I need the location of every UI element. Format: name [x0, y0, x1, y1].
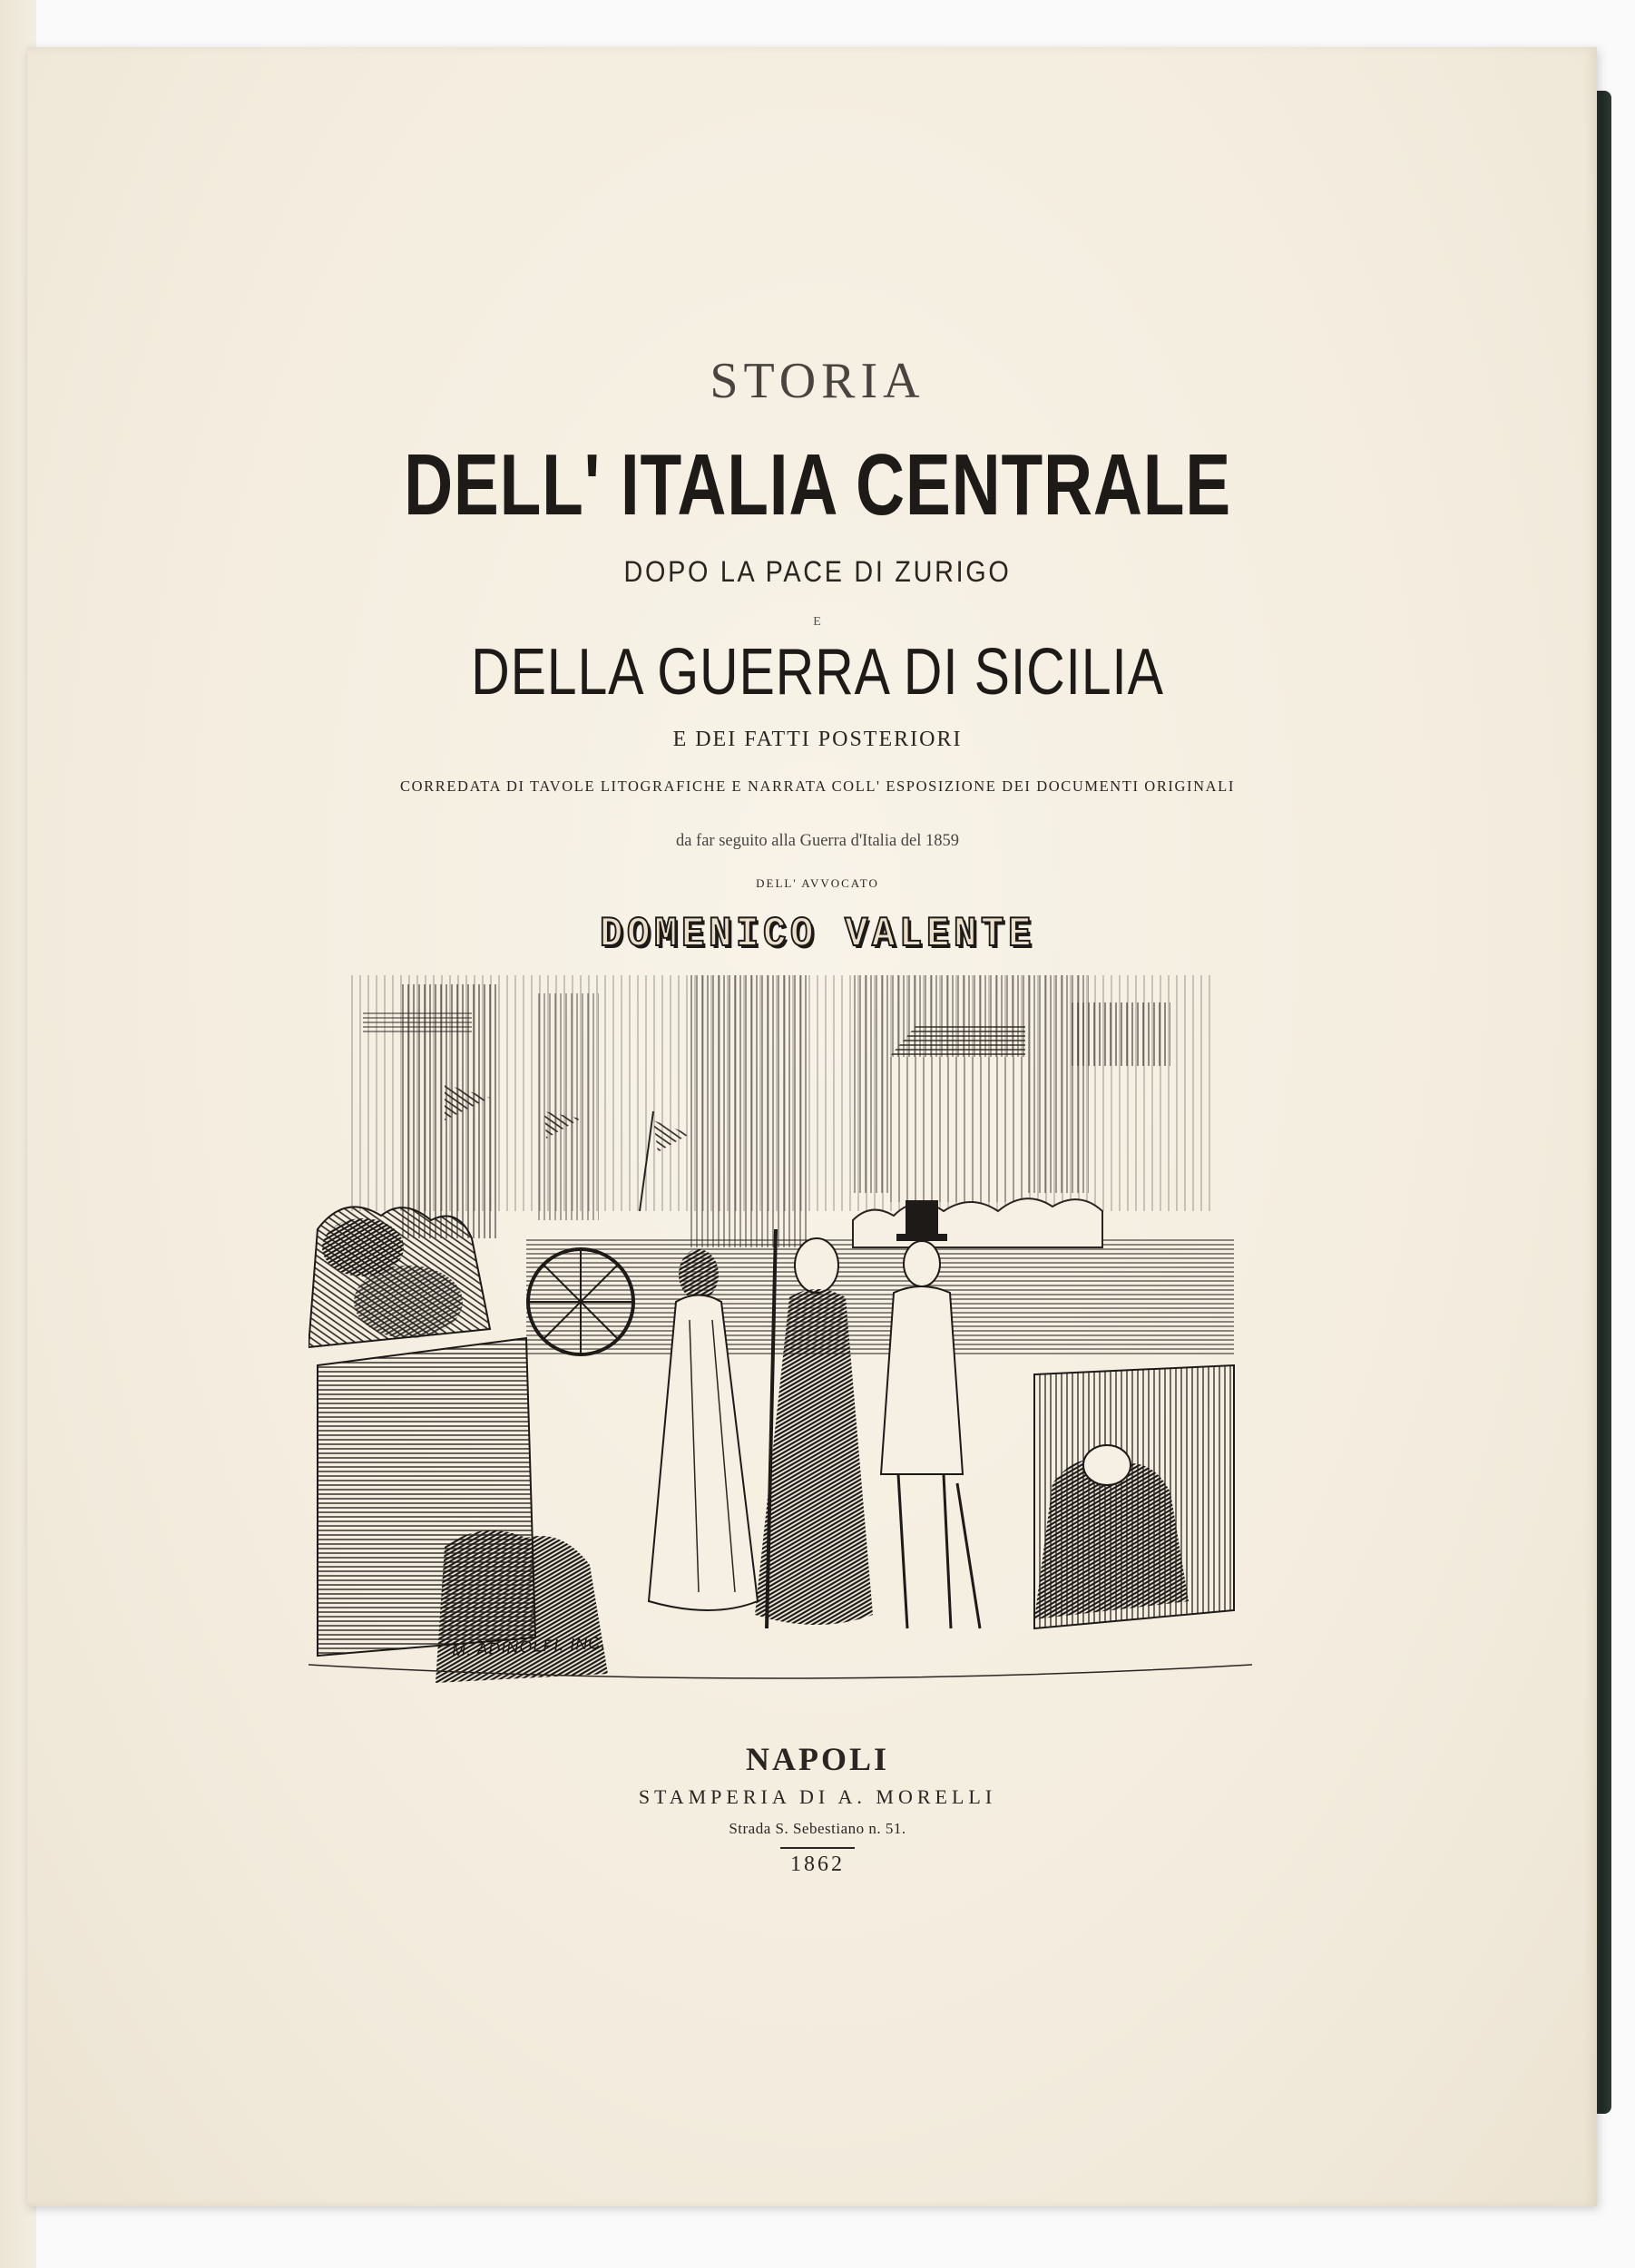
conjunction: E — [813, 615, 822, 629]
description-line: CORREDATA DI TAVOLE LITOGRAFICHE E NARRATA COLL' ESPOSIZIONE DEI DOCUMENTI ORIGINALI — [400, 777, 1235, 795]
sequel-note: da far seguito alla Guerra d'Italia del 1859 — [675, 832, 960, 850]
heading-storia: STORIA — [710, 353, 925, 409]
main-title: DELL' ITALIA CENTRALE — [404, 436, 1231, 533]
author-name: DOMENICO VALENTE — [600, 911, 1035, 958]
imprint-city: NAPOLI — [745, 1741, 889, 1777]
second-title: DELLA GUERRA DI SICILIA — [471, 636, 1164, 709]
author-prefix: DELL' AVVOCATO — [756, 876, 879, 890]
engraver-signature: M. ADINOLFI. INC. — [451, 1633, 607, 1660]
engraving-illustration — [308, 975, 1252, 1683]
subtitle: DOPO LA PACE DI ZURIGO — [623, 555, 1012, 588]
second-subtitle: E DEI FATTI POSTERIORI — [672, 728, 963, 751]
imprint-rule — [780, 1847, 855, 1849]
engraving-drawing — [308, 975, 1252, 1683]
imprint-year: 1862 — [790, 1853, 845, 1876]
imprint-address: Strada S. Sebestiano n. 51. — [729, 1820, 906, 1837]
imprint-printer: STAMPERIA DI A. MORELLI — [638, 1785, 997, 1808]
